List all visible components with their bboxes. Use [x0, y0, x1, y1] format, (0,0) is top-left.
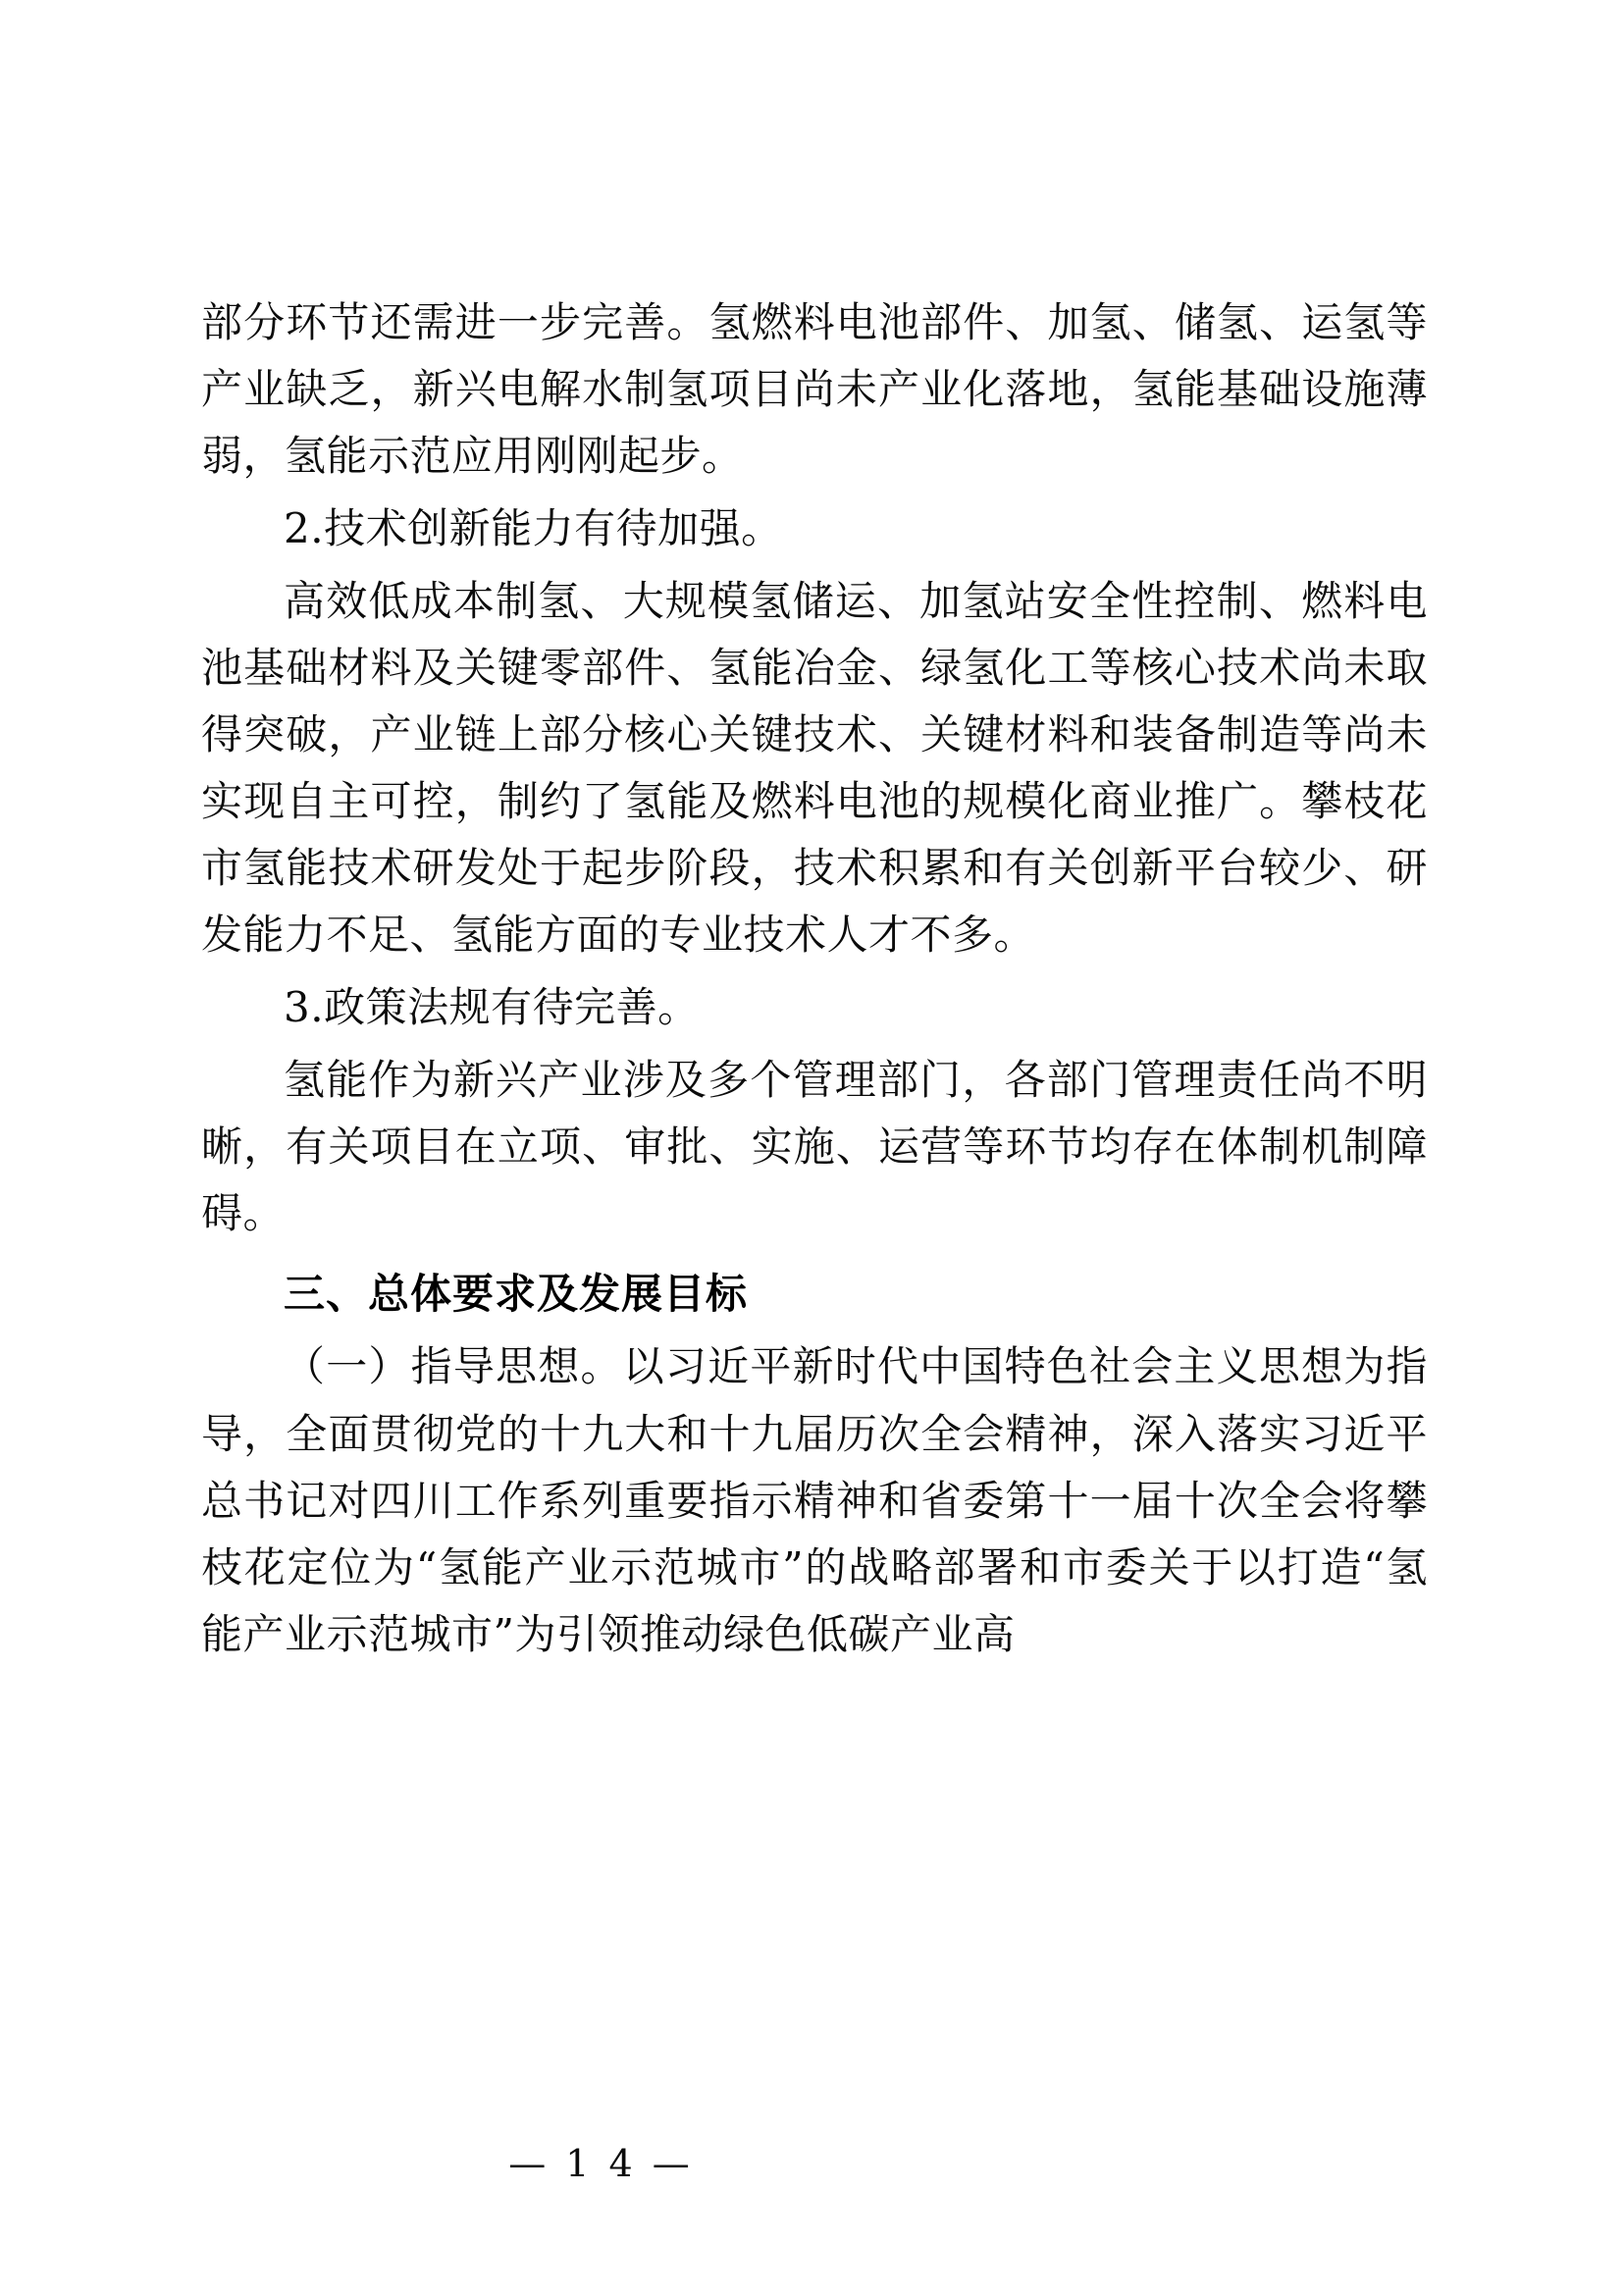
paragraph-item-2-heading: 2.技术创新能力有待加强。	[284, 504, 783, 553]
paragraph-item-2-body: 高效低成本制氢、大规模氢储运、加氢站安全性控制、燃料电池基础材料及关键零部件、氢能冶金、绿氢化工等核心技术尚未取得突破，产业链上部分核心关键技术、关键材料和装备制造等尚未实现自主可控，制约了氢能及燃料电池的规模化商业推广。攀枝花市氢能技术研发处于起步阶段，技术积累和有关创新平台较少、研发能力不足、氢能方面的专业技术人才不多。	[201, 577, 1428, 960]
paragraph-continued: 部分环节还需进一步完善。氢燃料电池部件、加氢、储氢、运氢等产业缺乏，新兴电解水制氢项目尚未产业化落地，氢能基础设施薄弱，氢能示范应用刚刚起步。	[201, 298, 1428, 481]
paragraph-item-3-heading: 3.政策法规有待完善。	[284, 983, 700, 1032]
section-heading-three: 三、总体要求及发展目标	[284, 1270, 749, 1319]
page-number: — 1 4 —	[508, 2142, 694, 2185]
page-content	[201, 289, 1428, 1674]
paragraph-guiding-thought: （一）指导思想。以习近平新时代中国特色社会主义思想为指导，全面贯彻党的十九大和十九届历次全会精神，深入落实习近平总书记对四川工作系列重要指示精神和省委第十一届十次全会将攀枝花定位为“氢能产业示范城市”的战略部署和市委关于以打造“氢能产业示范城市”为引领推动绿色低碳产业高	[201, 1342, 1428, 1658]
paragraph-item-3-body: 氢能作为新兴产业涉及多个管理部门，各部门管理责任尚不明晰，有关项目在立项、审批、实施、运营等环节均存在体制机制障碍。	[201, 1056, 1428, 1238]
